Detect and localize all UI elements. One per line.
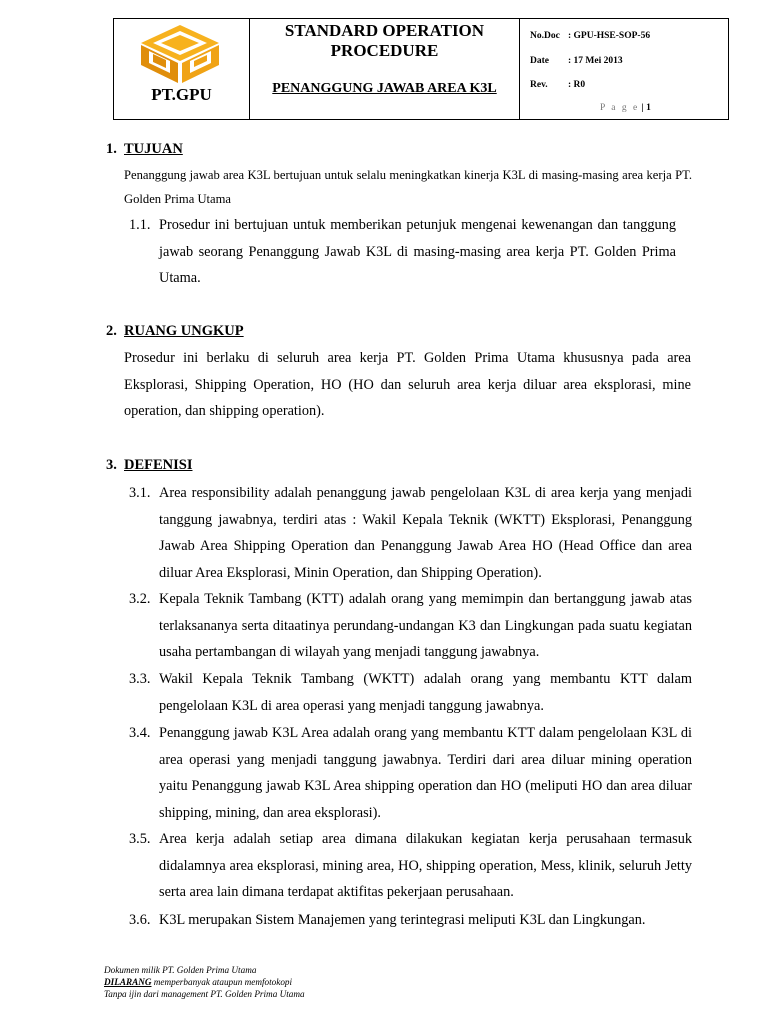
item-number: 1.1. xyxy=(129,217,151,233)
footer-line-1: Dokumen milik PT. Golden Prima Utama xyxy=(104,965,257,975)
company-logo-icon xyxy=(137,23,223,85)
rev-label: Rev. xyxy=(530,80,548,90)
doc-info-cell xyxy=(520,19,728,119)
document-header xyxy=(113,18,729,120)
doc-no-value: : GPU-HSE-SOP-56 xyxy=(568,31,651,41)
item-text: Area kerja adalah setiap area dimana dilakukan kegiatan kerja perusahaan termasuk didalamnya area eksplorasi, mining area, HO, shipping operation, Mess, klinik, seluruh Jetty serta area lain dimana terdapat aktifitas pekerjaan perusahaan. xyxy=(159,831,692,901)
item-number: 3.3. xyxy=(129,671,151,687)
item-number: 3.2. xyxy=(129,591,151,607)
date-row xyxy=(530,56,623,66)
footer-line-2 xyxy=(104,976,305,988)
item-text: Kepala Teknik Tambang (KTT) adalah orang yang memimpin dan bertanggung jawab atas terlaksananya serta ditaatinya perundang-undangan K3 dan Lingkungan pada suatu kegiatan usaha pertambangan di wilayah yang menjadi tanggung jawabnya. xyxy=(159,591,692,661)
rev-value: : R0 xyxy=(568,80,586,90)
section-title: DEFENISI xyxy=(124,457,193,473)
item-number: 3.1. xyxy=(129,485,151,501)
page-number xyxy=(600,103,651,113)
page-value: | 1 xyxy=(641,103,651,113)
footer-warning: DILARANG xyxy=(104,977,152,987)
page-label: P a g e xyxy=(600,103,640,113)
company-name: PT.GPU xyxy=(151,85,212,104)
item-text: Penanggung jawab K3L Area adalah orang yang membantu KTT dalam pengelolaan K3L di area operasi yang menjadi tanggung jawabnya. Terdiri dari area diluar mining operation yaitu Penanggung jawab K3L Area shipping operation dan HO (meliputi HO dan area diluar shipping, mining, dan area eksplorasi). xyxy=(159,725,692,821)
item-text: Area responsibility adalah penanggung jawab pengelolaan K3L di area kerja yang menjadi tanggung jawabnya, terdiri atas : Wakil Kepala Teknik (WKTT) Eksplorasi, Penanggung Jawab Area Shipping Operation dan Penanggung Jawab Area HO (Head Office dan area diluar Area Eksplorasi, Minin Operation, dan Shipping Operation). xyxy=(159,485,692,581)
item-text: Wakil Kepala Teknik Tambang (WKTT) adalah orang yang membantu KTT dalam pengelolaan K3L di area operasi yang menjadi tanggung jawabnya. xyxy=(159,671,692,714)
section-1-intro: Penanggung jawab area K3L bertujuan untuk selalu meningkatkan kinerja K3L di masing-masing area kerja PT. Golden Prima Utama xyxy=(124,168,692,206)
logo-cell xyxy=(114,19,250,119)
document-subtitle: PENANGGUNG JAWAB AREA K3L xyxy=(272,81,497,96)
document-footer xyxy=(104,964,305,1000)
section-number: 1. xyxy=(106,141,117,157)
rev-row xyxy=(530,80,585,90)
section-number: 3. xyxy=(106,457,117,473)
date-value: : 17 Mei 2013 xyxy=(568,56,623,66)
item-number: 3.5. xyxy=(129,831,151,847)
item-number: 3.6. xyxy=(129,912,151,928)
footer-line-2-text: memperbanyak ataupun memfotokopi xyxy=(151,977,293,987)
section-2-text: Prosedur ini berlaku di seluruh area kerja PT. Golden Prima Utama khususnya pada area Eksplorasi, Shipping Operation, HO (HO dan seluruh area kerja diluar area eksplorasi, mine operation, dan shipping operation). xyxy=(124,350,691,420)
document-title: STANDARD OPERATION PROCEDURE xyxy=(284,21,485,60)
item-number: 3.4. xyxy=(129,725,151,741)
doc-no-label: No.Doc xyxy=(530,31,560,41)
section-number: 2. xyxy=(106,323,117,339)
footer-line-3: Tanpa ijin dari management PT. Golden Prima Utama xyxy=(104,989,305,999)
item-text: K3L merupakan Sistem Manajemen yang terintegrasi meliputi K3L dan Lingkungan. xyxy=(159,912,646,928)
section-title: TUJUAN xyxy=(124,141,183,157)
doc-no-row xyxy=(530,31,650,41)
section-title: RUANG UNGKUP xyxy=(124,323,244,339)
title-cell xyxy=(250,19,520,119)
item-text: Prosedur ini bertujuan untuk memberikan petunjuk mengenai kewenangan dan tanggung jawab seorang Penanggung Jawab K3L di masing-masing area kerja PT. Golden Prima Utama. xyxy=(159,217,676,287)
date-label: Date xyxy=(530,56,549,66)
